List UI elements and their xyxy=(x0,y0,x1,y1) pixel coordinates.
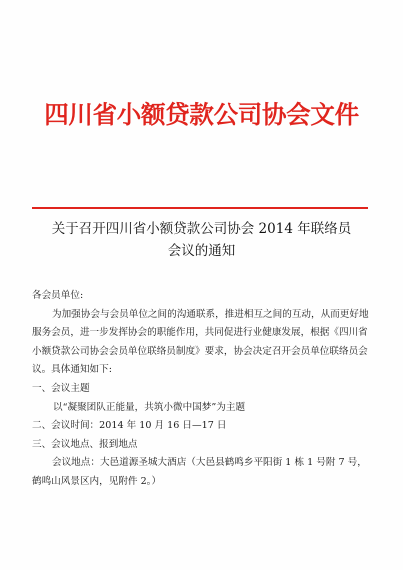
section-1-heading: 一、会议主题 xyxy=(32,382,90,394)
notice-body xyxy=(32,287,372,492)
letterhead-title: 四川省小额贷款公司协会文件 xyxy=(44,100,359,129)
section-1-text: 以“凝聚团队正能量，共筑小微中国梦”为主题 xyxy=(53,401,246,413)
notice-title-line-1: 关于召开四川省小额贷款公司协会 2014 年联络员 xyxy=(51,221,352,237)
section-3-text: 会议地点：大邑道源圣城大酒店（大邑县鹤鸣乡平阳街 1 栋 1 号附 7 号，鹤鸣山风景区内，见附件 2。） xyxy=(32,457,367,487)
notice-title-line-2: 会议的通知 xyxy=(167,243,236,259)
letterhead-divider xyxy=(32,207,368,209)
section-3-heading: 三、会议地点、报到地点 xyxy=(32,438,138,450)
salutation: 各会员单位: xyxy=(32,290,84,301)
section-2-heading: 二、会议时间：2014 年 10 月 16 日—17 日 xyxy=(32,420,227,432)
intro-paragraph: 为加强协会与会员单位之间的沟通联系，推进相互之间的互动，从而更好地服务会员，进一步发挥协会的职能作用，共同促进行业健康发展，根据《四川省小额贷款公司协会会员单位联络员制度》要求，协会决定召开会员单位联络员会议。具体通知如下: xyxy=(32,308,369,376)
notice-title xyxy=(0,218,403,262)
